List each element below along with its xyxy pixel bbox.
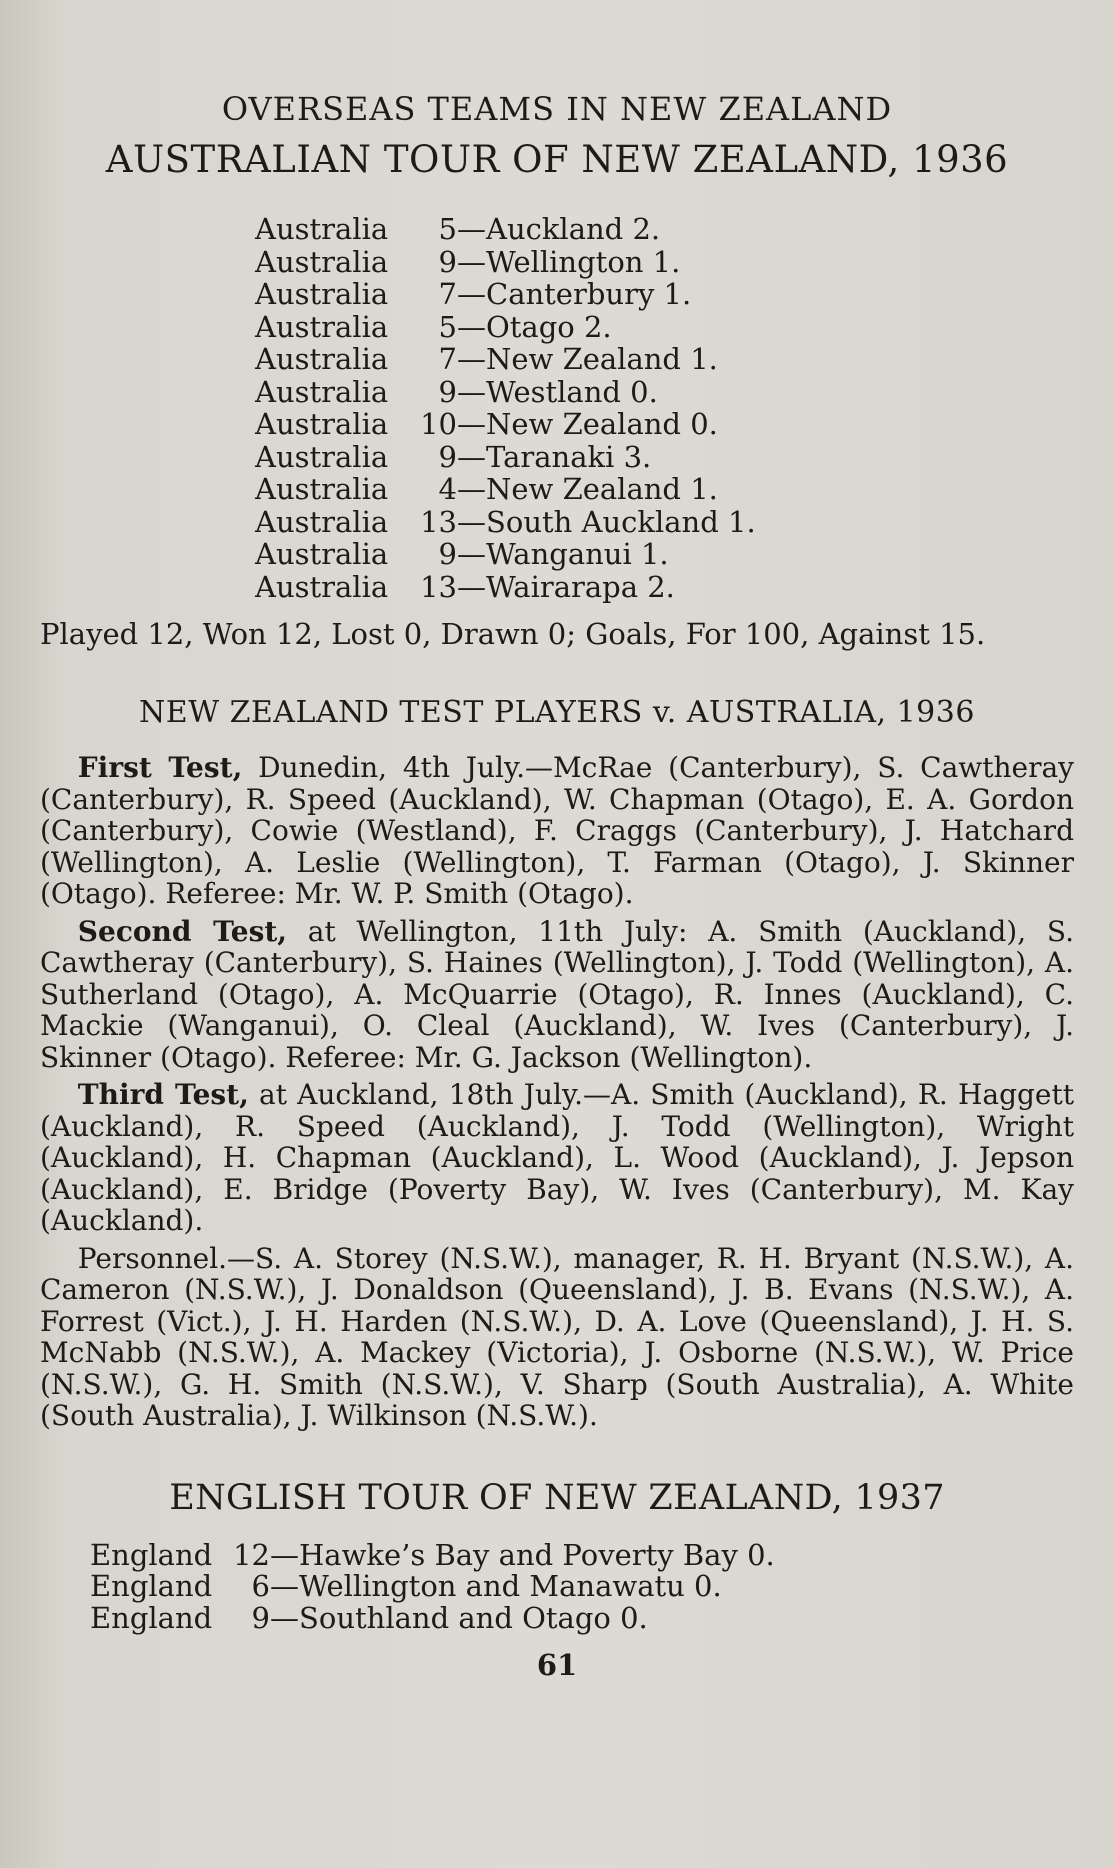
result-opponent: Wellington and Manawatu 0.	[299, 1569, 722, 1603]
result-row	[255, 213, 1074, 246]
result-team: England	[90, 1537, 213, 1572]
result-score: 12	[233, 1537, 270, 1572]
result-team: Australia	[255, 244, 389, 279]
english-tour-heading: ENGLISH TOUR OF NEW ZEALAND, 1937	[169, 1477, 945, 1518]
result-team: Australia	[255, 504, 389, 539]
result-dash: —	[457, 504, 486, 539]
result-score: 9	[438, 244, 457, 279]
result-row	[255, 473, 1074, 506]
result-opponent: Wellington 1.	[486, 244, 681, 279]
result-team: Australia	[255, 472, 389, 506]
result-row	[255, 571, 1074, 604]
paragraph-lead: Third Test,	[77, 1078, 249, 1111]
result-row	[255, 408, 1074, 441]
result-dash: —	[457, 244, 486, 279]
test-players-heading: NEW ZEALAND TEST PLAYERS v. AUSTRALIA, 1936	[139, 695, 975, 730]
result-dash: —	[457, 212, 486, 246]
result-row	[255, 343, 1074, 376]
result-opponent: Otago 2.	[486, 309, 612, 344]
result-score: 9	[438, 537, 457, 571]
result-score: 10	[420, 407, 457, 441]
paragraph-lead: Second Test,	[77, 914, 288, 948]
result-score: 6	[251, 1569, 270, 1603]
test-paragraph	[40, 916, 1074, 1074]
result-score: 13	[420, 569, 457, 604]
english-results-list	[90, 1537, 1074, 1635]
result-team: Australia	[255, 374, 389, 409]
result-team: Australia	[255, 277, 389, 311]
paragraph-text: at Wellington, 11th July: A. Smith (Auckland), S. Cawtheray (Canterbury), S. Haines (Wellington), J. Todd (Wellington), A. Sutherland (Otago), A. McQuarrie (Otago), R. Innes (Auckland), C. Mackie (Wanganui), O. Cleal (Auckland), W. Ives (Canterbury), J. Skinner (Otago). Referee: Mr. G. Jackson (Wellington).	[40, 914, 1074, 1074]
result-team: Australia	[255, 407, 389, 441]
result-score: 9	[438, 439, 457, 474]
result-opponent: Westland 0.	[486, 374, 658, 409]
result-dash: —	[457, 569, 486, 604]
result-row	[90, 1571, 1074, 1603]
result-opponent: South Auckland 1.	[486, 504, 756, 539]
result-team: England	[90, 1569, 213, 1603]
result-score: 9	[251, 1600, 270, 1635]
test-paragraph	[40, 752, 1074, 910]
australian-results-list	[255, 213, 1074, 603]
result-dash: —	[457, 472, 486, 506]
result-team: Australia	[255, 537, 389, 571]
result-opponent: Wairarapa 2.	[486, 569, 675, 604]
result-dash: —	[457, 537, 486, 571]
test-paragraphs	[40, 752, 1074, 1432]
result-team: Australia	[255, 439, 389, 474]
result-opponent: New Zealand 0.	[486, 407, 718, 441]
result-team: Australia	[255, 342, 389, 376]
result-row	[255, 538, 1074, 571]
paragraph-text: Personnel.—S. A. Storey (N.S.W.), manager, R. H. Bryant (N.S.W.), A. Cameron (N.S.W.), J. Donaldson (Queensland), J. B. Evans (N.S.W.), A. Forrest (Vict.), J. H. Harden (N.S.W.), D. A. Love (Queensland), J. H. S. McNabb (N.S.W.), A. Mackey (Victoria), J. Osborne (N.S.W.), W. Price (N.S.W.), G. H. Smith (N.S.W.), V. Sharp (South Australia), A. White (South Australia), J. Wilkinson (N.S.W.).	[40, 1241, 1074, 1432]
test-paragraph	[40, 1079, 1074, 1237]
result-row	[90, 1537, 1074, 1572]
section-overline: OVERSEAS TEAMS IN NEW ZEALAND	[221, 90, 893, 128]
result-row	[255, 278, 1074, 311]
page-number: 61	[536, 1648, 578, 1682]
result-opponent: Wanganui 1.	[486, 537, 669, 571]
result-opponent: Southland and Otago 0.	[299, 1600, 648, 1635]
result-row	[255, 246, 1074, 279]
test-paragraph	[40, 1243, 1074, 1432]
result-score: 7	[438, 277, 457, 311]
result-dash: —	[457, 309, 486, 344]
result-score: 9	[438, 374, 457, 409]
result-team: Australia	[255, 569, 389, 604]
result-row	[255, 441, 1074, 474]
result-score: 7	[438, 342, 457, 376]
paragraph-lead: First Test,	[77, 751, 243, 784]
tour-summary: Played 12, Won 12, Lost 0, Drawn 0; Goals, For 100, Against 15.	[40, 617, 986, 651]
result-score: 5	[438, 212, 457, 246]
result-dash: —	[457, 439, 486, 474]
result-opponent: Hawke’s Bay and Poverty Bay 0.	[299, 1537, 775, 1572]
result-row	[255, 311, 1074, 344]
result-row	[90, 1600, 1074, 1635]
result-score: 5	[438, 309, 457, 344]
page-title: AUSTRALIAN TOUR OF NEW ZEALAND, 1936	[105, 138, 1009, 181]
paragraph-text: Dunedin, 4th July.—McRae (Canterbury), S. Cawtheray (Canterbury), R. Speed (Auckland), W. Chapman (Otago), E. A. Gordon (Canterbury), Cowie (Westland), F. Craggs (Canterbury), J. Hatchard (Wellington), A. Leslie (Wellington), T. Farman (Otago), J. Skinner (Otago). Referee: Mr. W. P. Smith (Otago).	[40, 751, 1074, 910]
result-team: England	[90, 1600, 213, 1635]
result-dash: —	[457, 277, 486, 311]
result-team: Australia	[255, 212, 389, 246]
result-dash: —	[457, 342, 486, 376]
result-opponent: Canterbury 1.	[486, 277, 692, 311]
result-row	[255, 376, 1074, 409]
result-team: Australia	[255, 309, 389, 344]
result-dash: —	[270, 1537, 299, 1572]
result-score: 13	[420, 504, 457, 539]
result-row	[255, 506, 1074, 539]
paragraph-text: at Auckland, 18th July.—A. Smith (Auckland), R. Haggett (Auckland), R. Speed (Auckland), J. Todd (Wellington), Wright (Auckland), H. Chapman (Auckland), L. Wood (Auckland), J. Jepson (Auckland), E. Bridge (Poverty Bay), W. Ives (Canterbury), M. Kay (Auckland).	[40, 1078, 1074, 1237]
result-opponent: New Zealand 1.	[486, 342, 718, 376]
result-dash: —	[270, 1569, 299, 1603]
result-dash: —	[457, 407, 486, 441]
result-opponent: Auckland 2.	[486, 212, 661, 246]
result-opponent: Taranaki 3.	[486, 439, 652, 474]
result-dash: —	[457, 374, 486, 409]
result-dash: —	[270, 1600, 299, 1635]
result-opponent: New Zealand 1.	[486, 472, 718, 506]
result-score: 4	[438, 472, 457, 506]
